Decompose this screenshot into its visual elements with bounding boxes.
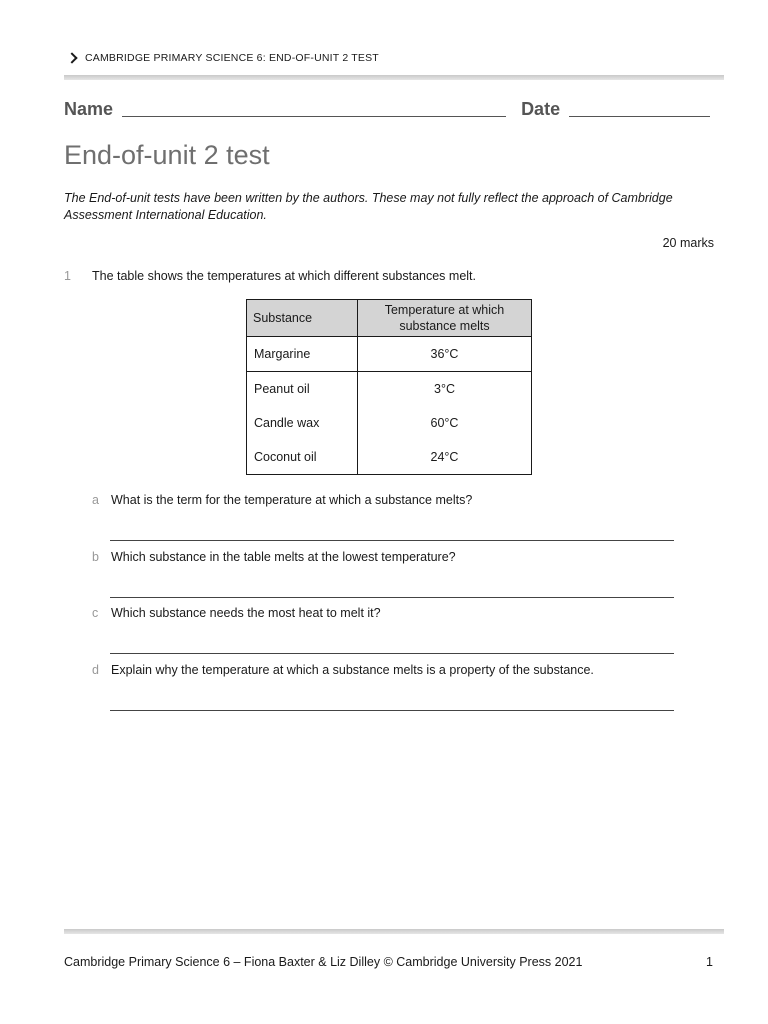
temperature-cell: 36°C	[358, 337, 532, 372]
sub-question-letter: d	[92, 663, 99, 677]
name-label: Name	[64, 99, 114, 119]
intro-note: The End-of-unit tests have been written by the authors. These may not fully reflect the approach of Cambridge Assessment International Education.	[64, 191, 673, 222]
page-number: 1	[706, 955, 713, 969]
answer-line-d[interactable]	[110, 710, 674, 711]
footer-rule	[64, 929, 724, 934]
sub-question-text: Which substance in the table melts at the lowest temperature?	[111, 550, 456, 564]
sub-question-text: Which substance needs the most heat to melt it?	[111, 606, 381, 620]
answer-line-b[interactable]	[110, 597, 674, 598]
substance-cell: Margarine	[247, 337, 358, 372]
temperature-cell: 3°C	[358, 372, 532, 407]
substance-cell: Peanut oil	[247, 372, 358, 407]
sub-question-letter: a	[92, 493, 99, 507]
question-number: 1	[64, 269, 71, 283]
name-date-row	[64, 99, 714, 120]
footer-credit: Cambridge Primary Science 6 – Fiona Baxter & Liz Dilley © Cambridge University Press 2021	[64, 955, 583, 969]
running-header-text: CAMBRIDGE PRIMARY SCIENCE 6: END-OF-UNIT 2 TEST	[85, 52, 379, 64]
temperature-cell: 60°C	[358, 406, 532, 440]
chevron-right-icon	[66, 52, 77, 63]
column-header-substance: Substance	[247, 300, 358, 337]
answer-line-c[interactable]	[110, 653, 674, 654]
table-row	[247, 372, 532, 407]
sub-question-text: Explain why the temperature at which a substance melts is a property of the substance.	[111, 663, 594, 677]
substance-cell: Candle wax	[247, 406, 358, 440]
date-label: Date	[521, 99, 561, 119]
table-header-row	[247, 300, 532, 337]
melting-point-table	[246, 299, 532, 475]
total-marks: 20 marks	[662, 236, 714, 250]
sub-question-letter: b	[92, 550, 99, 564]
page-title: End-of-unit 2 test	[64, 140, 270, 170]
column-header-temperature: Temperature at which substance melts	[358, 300, 532, 337]
temperature-cell: 24°C	[358, 440, 532, 475]
name-field[interactable]	[122, 100, 506, 117]
table-row	[247, 440, 532, 475]
date-field[interactable]	[569, 100, 710, 117]
header-rule	[64, 75, 724, 80]
table-row	[247, 337, 532, 372]
running-header	[66, 52, 379, 64]
substance-cell: Coconut oil	[247, 440, 358, 475]
sub-question-text: What is the term for the temperature at which a substance melts?	[111, 493, 473, 507]
answer-line-a[interactable]	[110, 540, 674, 541]
sub-question-letter: c	[92, 606, 99, 620]
table-row	[247, 406, 532, 440]
question-text: The table shows the temperatures at which different substances melt.	[92, 269, 476, 283]
